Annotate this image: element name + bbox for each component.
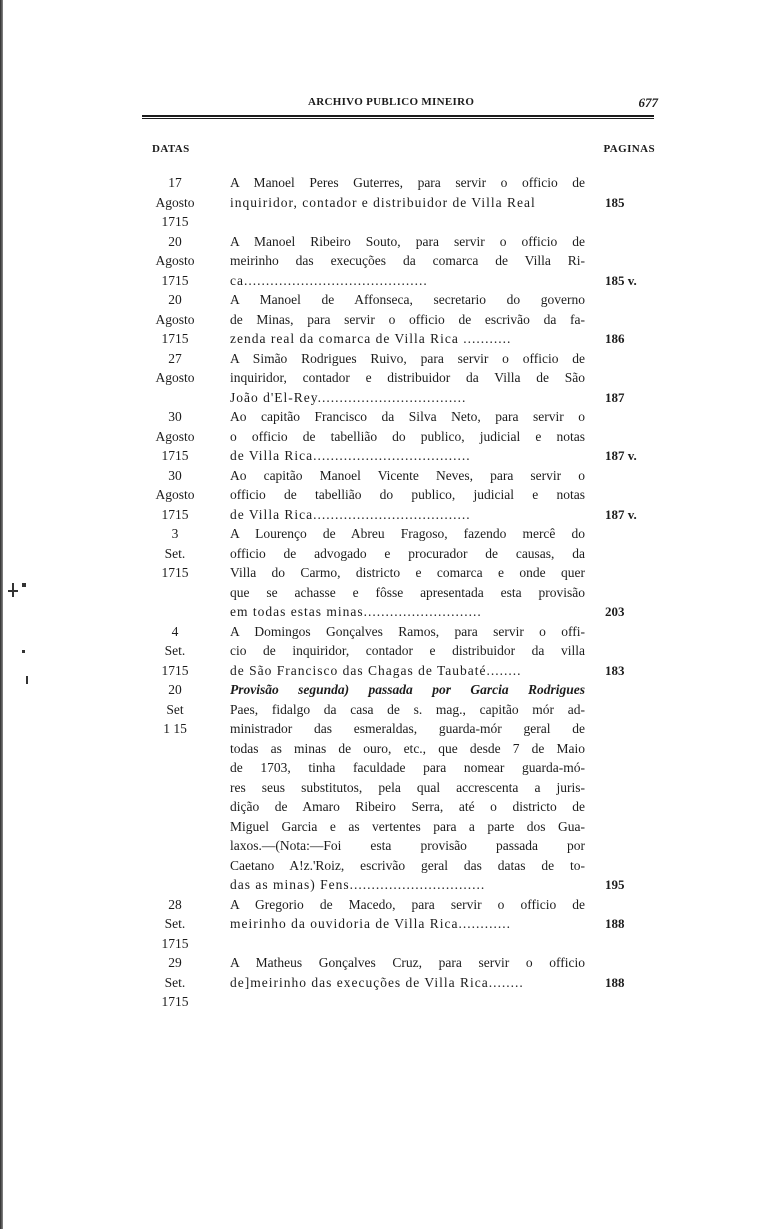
page-reference: 187 v. — [605, 506, 637, 522]
entry-text — [230, 173, 585, 212]
entry-dates — [140, 622, 210, 681]
date-line: 4 — [171, 623, 179, 639]
entry-text — [230, 290, 585, 349]
entries-list — [140, 173, 660, 1012]
date-line: 3 — [171, 526, 179, 541]
text-line: A Domingos Gonçalves Ramos, para servir o offi- — [230, 623, 585, 639]
text-line: laxos.—(Nota:—Foi esta provisão passada por — [230, 838, 585, 853]
date-line: 30 — [168, 409, 182, 424]
entry — [140, 622, 660, 681]
date-line: 1715 — [161, 565, 189, 580]
entry — [140, 349, 660, 408]
entry-dates — [140, 407, 210, 466]
running-head-title: ARCHIVO PUBLICO MINEIRO — [308, 96, 475, 108]
entry — [140, 407, 660, 466]
page-reference: 185 — [605, 194, 625, 210]
text-line: de Minas, para servir o officio de escrivão da fa- — [230, 311, 585, 327]
date-line: Agosto — [155, 253, 195, 268]
entry — [140, 895, 660, 954]
entry-text — [230, 349, 585, 408]
page-reference: 187 — [605, 389, 625, 405]
entry — [140, 173, 660, 232]
date-line: 1715 — [161, 331, 189, 346]
date-line: 1715 — [161, 994, 189, 1009]
entry-text — [230, 895, 585, 934]
page-reference: 187 v. — [605, 448, 637, 463]
entry-dates — [140, 953, 210, 1012]
text-line: Provisão segunda) passada por Garcia Rodrigues — [230, 682, 585, 697]
text-line: officio de advogado e procurador de causas, da — [230, 545, 585, 561]
margin-mark — [12, 583, 14, 597]
date-line: 20 — [168, 292, 182, 307]
text-line: inquiridor, contador e distribuidor da Villa de São — [230, 370, 585, 385]
entry-dates — [140, 466, 210, 525]
entry-text — [230, 953, 585, 992]
date-line: 1715 — [161, 662, 189, 678]
text-line: meirinho da ouvidoria de Villa Rica............ — [230, 916, 512, 931]
date-line: 1715 — [161, 506, 189, 522]
text-line: em todas estas minas........................... — [230, 604, 482, 619]
header-rule — [142, 115, 654, 119]
entry-dates — [140, 173, 210, 232]
entry — [140, 680, 660, 895]
margin-mark — [26, 676, 28, 684]
text-line: meirinho das execuções da comarca de Villa Ri- — [230, 253, 585, 268]
text-line: Villa do Carmo, districto e comarca e onde quer — [230, 565, 585, 580]
date-line: Agosto — [155, 194, 195, 210]
entry — [140, 466, 660, 525]
text-line: officio de tabellião do publico, judicial e notas — [230, 487, 585, 502]
text-line: zenda real da comarca de Villa Rica ........... — [230, 331, 512, 346]
text-line: todas as minas de ouro, etc., que desde 7 de Maio — [230, 740, 585, 756]
text-line: A Manoel Ribeiro Souto, para servir o officio de — [230, 233, 585, 249]
date-line: 17 — [168, 175, 182, 190]
date-line: Set. — [164, 643, 186, 658]
entry-text — [230, 680, 585, 895]
date-line: Agosto — [155, 428, 195, 444]
date-line: Set. — [164, 545, 186, 561]
margin-mark — [22, 650, 25, 653]
running-head — [140, 96, 660, 114]
date-line: 1 15 — [163, 721, 187, 736]
text-line: Ao capitão Francisco da Silva Neto, para servir o — [230, 409, 585, 424]
date-line: 1715 — [161, 448, 189, 463]
page-edge — [0, 0, 3, 1229]
text-line: A Matheus Gonçalves Cruz, para servir o officio — [230, 955, 585, 970]
entry-dates — [140, 680, 210, 739]
text-line: de Villa Rica.................................... — [230, 506, 471, 522]
entry — [140, 232, 660, 291]
page-reference: 183 — [605, 662, 625, 678]
text-line: A Manoel Peres Guterres, para servir o officio de — [230, 175, 585, 190]
margin-mark — [22, 583, 26, 587]
page-reference: 188 — [605, 916, 625, 931]
text-line: A Manoel de Affonseca, secretario do governo — [230, 292, 585, 307]
date-line: Agosto — [155, 311, 195, 327]
page-reference: 195 — [605, 877, 625, 892]
date-line: 30 — [168, 467, 182, 483]
date-line: 29 — [168, 955, 182, 970]
text-line: ca.......................................... — [230, 272, 428, 288]
date-line: 1715 — [161, 214, 189, 229]
entry — [140, 953, 660, 1012]
entry-text — [230, 407, 585, 466]
date-line: Set. — [164, 916, 186, 931]
text-line: cio de inquiridor, contador e distribuidor da villa — [230, 643, 585, 658]
text-line: A Gregorio de Macedo, para servir o officio de — [230, 896, 585, 912]
date-line: Agosto — [155, 370, 195, 385]
entry-dates — [140, 290, 210, 349]
text-line: de São Francisco das Chagas de Taubaté........ — [230, 662, 522, 678]
date-line: Set — [166, 701, 184, 717]
date-line: Set. — [164, 974, 186, 990]
date-line: 20 — [168, 233, 182, 249]
entry-dates — [140, 349, 210, 388]
text-line: Miguel Garcia e as vertentes para a parte dos Gua- — [230, 818, 585, 834]
text-line: A Lourenço de Abreu Fragoso, fazendo mercê do — [230, 526, 585, 541]
entry-text — [230, 622, 585, 681]
pages-column-header: PAGINAS — [603, 143, 655, 155]
page-reference: 185 v. — [605, 272, 637, 288]
entry-text — [230, 466, 585, 525]
text-line: de]meirinho das execuções de Villa Rica........ — [230, 974, 524, 990]
text-line: Paes, fidalgo da casa de s. mag., capitão mór ad- — [230, 701, 585, 717]
page-reference: 186 — [605, 331, 625, 346]
text-line: de 1703, tinha faculdade para nomear guarda-mó- — [230, 760, 585, 775]
entry-dates — [140, 232, 210, 291]
text-line: Caetano A!z.'Roiz, escrivão geral das datas de to- — [230, 857, 585, 873]
entry-dates — [140, 895, 210, 954]
date-line: 20 — [168, 682, 182, 697]
text-line: A Simão Rodrigues Ruivo, para servir o officio de — [230, 350, 585, 366]
text-line: Ao capitão Manoel Vicente Neves, para servir o — [230, 467, 585, 483]
page-number: 677 — [638, 95, 658, 110]
text-line: dição de Amaro Ribeiro Serra, até o districto de — [230, 799, 585, 814]
date-line: 1715 — [161, 935, 189, 951]
text-line: das as minas) Fens............................... — [230, 877, 486, 892]
dates-column-header: DATAS — [152, 143, 190, 155]
date-line: Agosto — [155, 487, 195, 502]
page-reference: 203 — [605, 604, 625, 619]
entry-text — [230, 232, 585, 291]
page-reference: 188 — [605, 974, 625, 990]
text-line: que se achasse e fôsse apresentada esta provisão — [230, 584, 585, 600]
date-line: 1715 — [161, 272, 189, 288]
entry — [140, 290, 660, 349]
entry-text — [230, 524, 585, 622]
text-line: de Villa Rica.................................... — [230, 448, 471, 463]
text-line: res seus substitutos, pela qual accrescenta a juris- — [230, 779, 585, 795]
entry — [140, 524, 660, 622]
entry-dates — [140, 524, 210, 583]
text-line: inquiridor, contador e distribuidor de Villa Real — [230, 194, 536, 210]
text-line: João d'El-Rey.................................. — [230, 389, 467, 405]
text-line: o officio de tabellião do publico, judicial e notas — [230, 428, 585, 444]
date-line: 28 — [168, 896, 182, 912]
text-line: ministrador das esmeraldas, guarda-mór geral de — [230, 721, 585, 736]
date-line: 27 — [168, 350, 182, 366]
